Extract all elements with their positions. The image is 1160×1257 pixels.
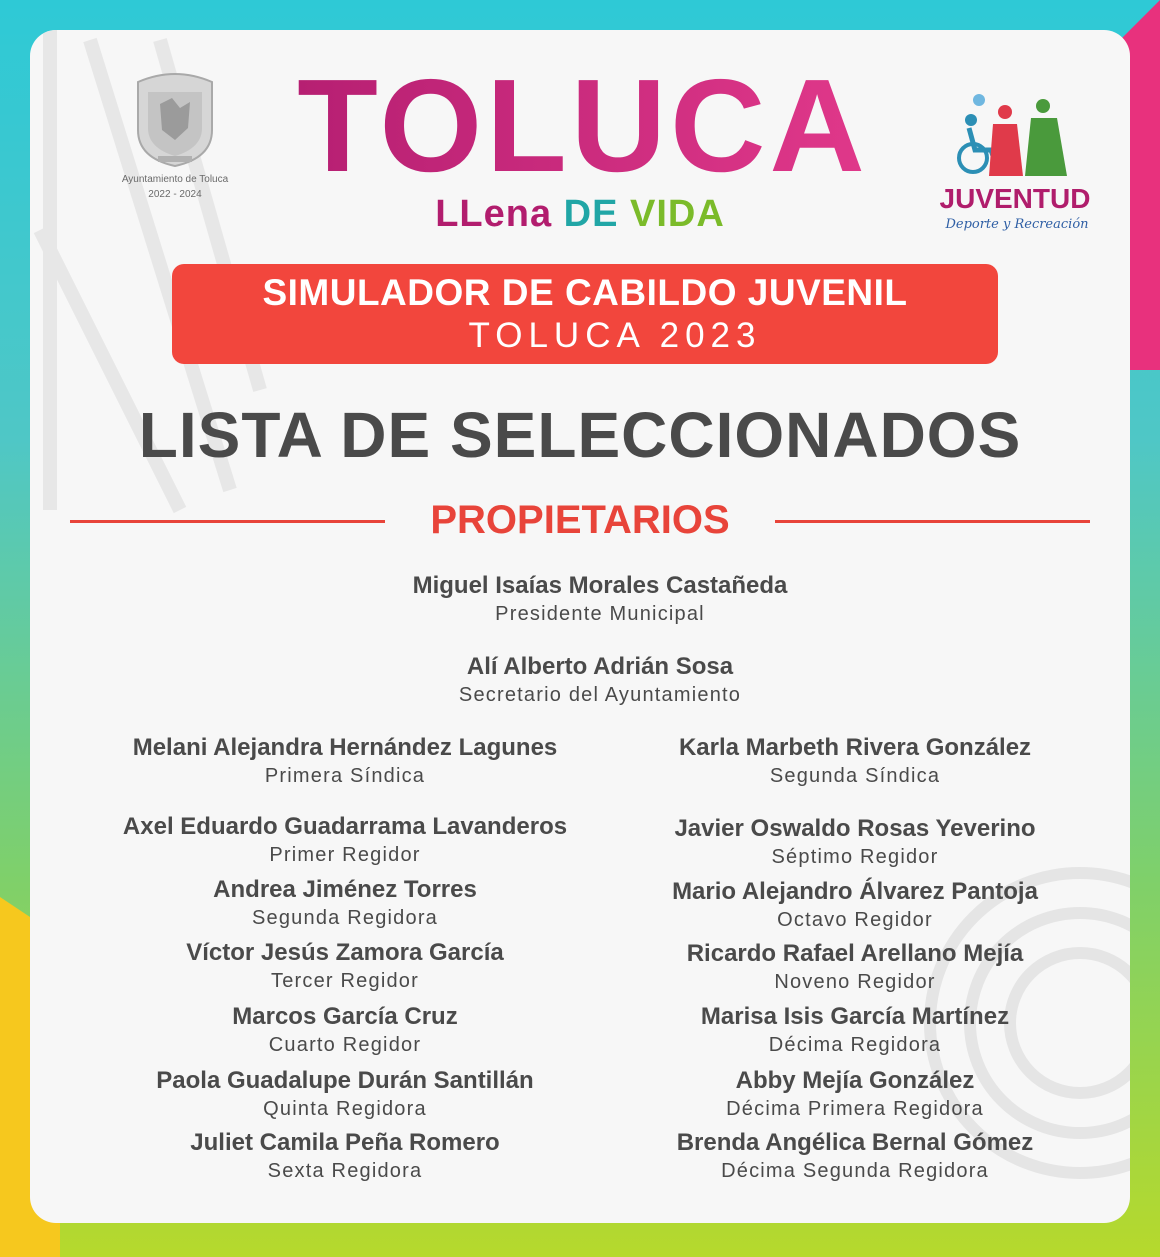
person-right-1: [600, 733, 1110, 789]
banner-title: SIMULADOR DE CABILDO JUVENIL: [262, 272, 908, 313]
person-role: Séptimo Regidor: [771, 846, 939, 868]
toluca-logo: [288, 68, 878, 188]
person-secretario: [280, 652, 920, 708]
person-left-4: [70, 938, 620, 994]
person-right-6: [600, 1066, 1110, 1122]
person-name: Karla Marbeth Rivera González: [678, 734, 1032, 761]
person-name: Alí Alberto Adrián Sosa: [466, 653, 734, 680]
person-name: Miguel Isaías Morales Castañeda: [412, 572, 788, 599]
section-label: PROPIETARIOS: [430, 498, 730, 542]
person-name: Axel Eduardo Guadarrama Lavanderos: [122, 813, 568, 840]
event-banner: [172, 264, 998, 364]
juventud-logo: [935, 80, 1095, 240]
person-role: Primer Regidor: [269, 844, 421, 866]
person-name: Paola Guadalupe Durán Santillán: [156, 1067, 534, 1094]
person-role: Octavo Regidor: [777, 909, 933, 931]
toluca-logo-text: TOLUCA: [297, 68, 869, 188]
juventud-subtitle: Deporte y Recreación: [945, 217, 1089, 232]
person-left-7: [70, 1128, 620, 1184]
dancer-figure-icon: [1025, 99, 1067, 176]
poster-card: [30, 30, 1130, 1223]
section-divider-right: [775, 520, 1090, 523]
person-right-7: [600, 1128, 1110, 1184]
tagline-llena: LLena: [435, 193, 553, 235]
person-name: Víctor Jesús Zamora García: [186, 939, 504, 966]
person-left-1: [70, 733, 620, 789]
person-role: Presidente Municipal: [495, 603, 705, 625]
crest-caption-line1: Ayuntamiento de Toluca: [121, 174, 229, 185]
person-role: Primera Síndica: [264, 765, 426, 787]
tagline-de: DE: [563, 193, 619, 235]
person-role: Noveno Regidor: [774, 971, 936, 993]
person-name: Andrea Jiménez Torres: [213, 876, 477, 903]
person-right-4: [600, 939, 1110, 995]
page-title: LISTA DE SELECCIONADOS: [138, 399, 1022, 471]
person-name: Mario Alejandro Álvarez Pantoja: [672, 878, 1038, 905]
athlete-figure-icon: [989, 105, 1023, 176]
person-role: Segunda Regidora: [252, 907, 438, 929]
person-name: Javier Oswaldo Rosas Yeverino: [674, 815, 1036, 842]
crest-caption-line2: 2022 - 2024: [148, 188, 202, 200]
person-name: Juliet Camila Peña Romero: [190, 1129, 500, 1156]
person-role: Sexta Regidora: [267, 1160, 423, 1182]
person-right-3: [600, 877, 1110, 933]
person-right-2: [600, 814, 1110, 870]
person-role: Quinta Regidora: [263, 1098, 427, 1120]
person-role: Décima Regidora: [768, 1034, 942, 1056]
tagline-vida: VIDA: [630, 193, 725, 235]
banner-subtitle: TOLUCA 2023: [468, 316, 762, 355]
person-name: Marisa Isis García Martínez: [700, 1003, 1010, 1030]
person-right-5: [600, 1002, 1110, 1058]
section-heading: [70, 498, 1090, 548]
person-role: Secretario del Ayuntamiento: [458, 684, 742, 706]
coat-of-arms-icon: [130, 68, 220, 168]
person-name: Brenda Angélica Bernal Gómez: [676, 1129, 1034, 1156]
person-role: Tercer Regidor: [271, 970, 419, 992]
ayuntamiento-crest: [100, 68, 250, 201]
person-presidente: [280, 571, 920, 627]
person-name: Ricardo Rafael Arellano Mejía: [686, 940, 1024, 967]
ball-icon: [973, 94, 985, 106]
person-left-6: [70, 1066, 620, 1122]
person-role: Segunda Síndica: [769, 765, 941, 787]
juventud-title: JUVENTUD: [939, 183, 1091, 214]
person-name: Melani Alejandra Hernández Lagunes: [132, 734, 558, 761]
person-left-2: [70, 812, 620, 868]
person-role: Décima Segunda Regidora: [721, 1160, 989, 1182]
person-role: Cuarto Regidor: [268, 1034, 422, 1056]
person-role: Décima Primera Regidora: [726, 1098, 984, 1120]
person-left-3: [70, 875, 620, 931]
person-left-5: [70, 1002, 620, 1058]
person-name: Marcos García Cruz: [232, 1003, 458, 1030]
person-name: Abby Mejía González: [735, 1067, 975, 1094]
